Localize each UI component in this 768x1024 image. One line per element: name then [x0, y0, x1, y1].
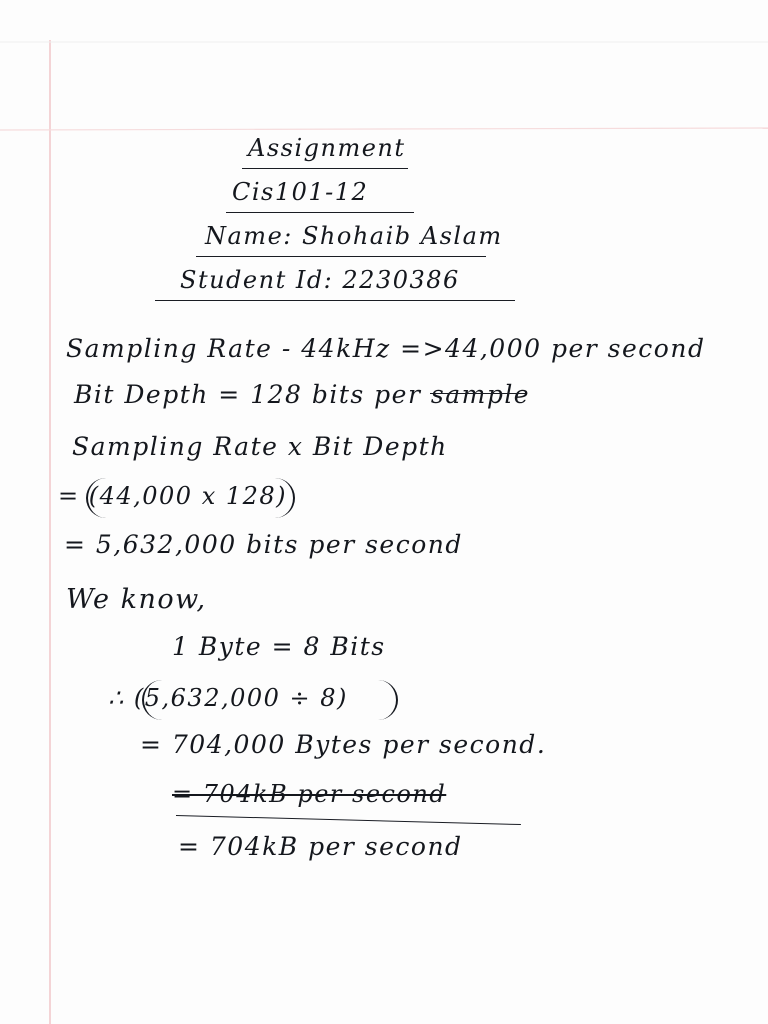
- course-code: Cis101-12: [232, 178, 369, 206]
- struck-result-line: = 704kB per second: [172, 780, 447, 808]
- top-margin-line: [0, 128, 768, 130]
- name-underline: [196, 256, 486, 257]
- student-id: Student Id: 2230386: [180, 266, 460, 294]
- bit-depth-underline: [430, 393, 525, 394]
- division-line: ∴ (5,632,000 ÷ 8): [108, 684, 348, 712]
- final-result-line: = 704kB per second: [178, 832, 463, 861]
- formula-line: Sampling Rate x Bit Depth: [72, 432, 448, 461]
- bits-per-second-line: = 5,632,000 bits per second: [64, 530, 463, 559]
- byte-conversion-line: 1 Byte = 8 Bits: [172, 632, 386, 661]
- we-know-line: We know,: [66, 584, 207, 615]
- bytes-per-second-line: = 704,000 Bytes per second.: [140, 730, 547, 759]
- sampling-rate-line: Sampling Rate - 44kHz =>44,000 per second: [66, 334, 706, 363]
- student-name: Name: Shohaib Aslam: [205, 222, 503, 250]
- assignment-title: Assignment: [248, 134, 406, 162]
- course-underline: [226, 212, 414, 213]
- id-underline: [155, 300, 515, 301]
- title-underline: [242, 168, 408, 169]
- bit-depth-line: Bit Depth = 128 bits per sample: [74, 380, 531, 409]
- multiplication-line: = (44,000 x 128): [58, 482, 288, 510]
